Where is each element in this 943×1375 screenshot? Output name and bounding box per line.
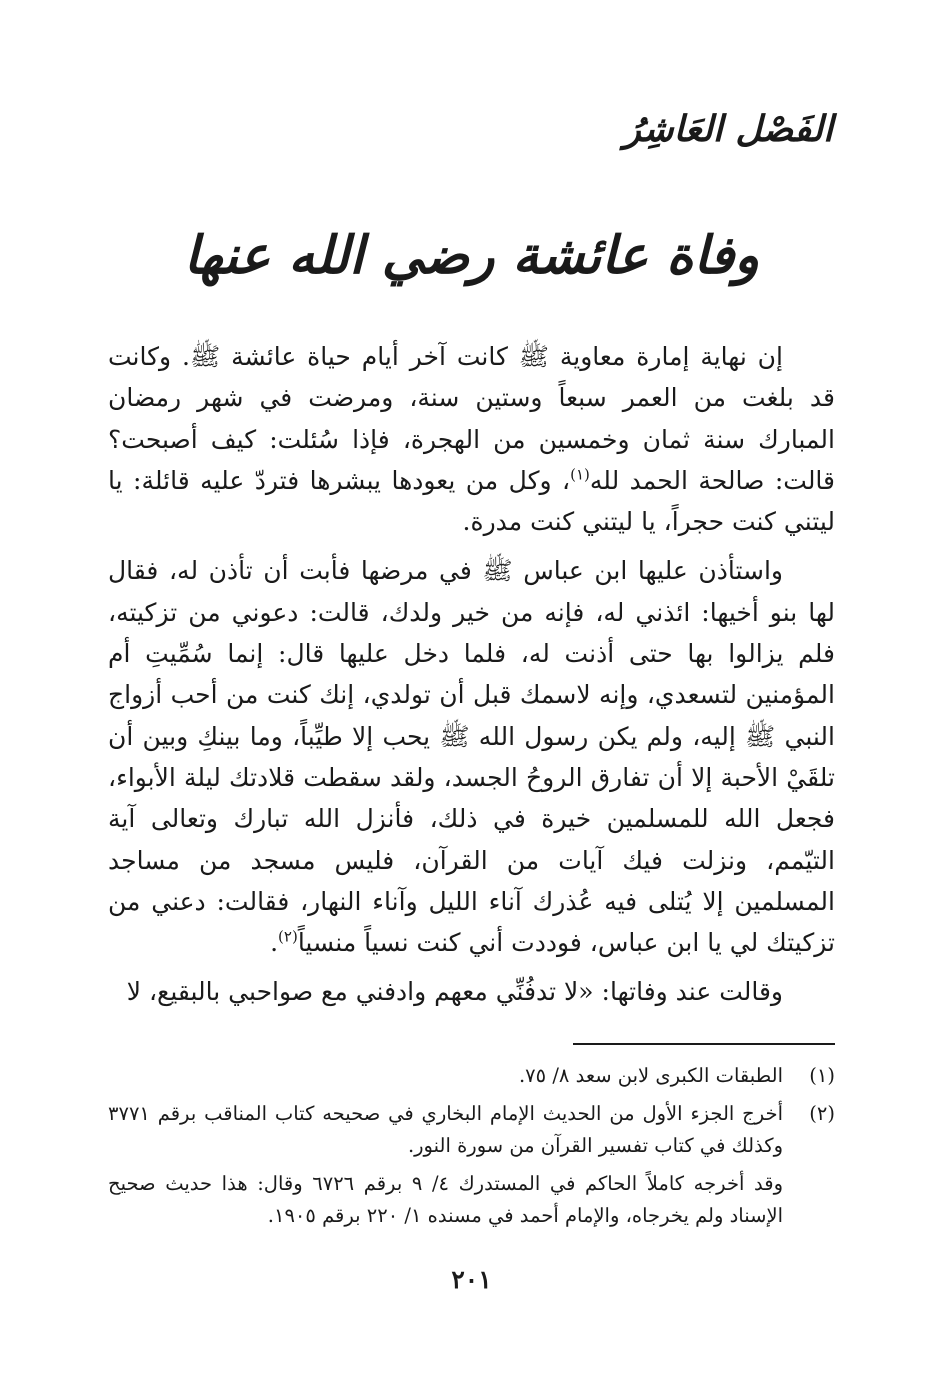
footnote-2-continuation: وقد أخرجه كاملاً الحاكم في المستدرك ٤/ ٩ برقم ٦٧٢٦ وقال: هذا حديث صحيح الإسناد ولم يخرجاه، والإمام أحمد في مسنده ١/ ٢٢٠ برقم ١٩٠٥. <box>108 1172 783 1227</box>
footnotes <box>108 1060 835 1232</box>
paragraph-1-text-a: إن نهاية إمارة معاوية ﷺ كانت آخر أيام حياة عائشة ﷺ. وكانت قد بلغت من العمر سبعاً وستين سنة، ومرضت في شهر رمضان المبارك سنة ثمان وخمسين من الهجرة، فإذا سُئلت: كيف أصبحت؟ قالت: صالحة الحمد لله <box>108 342 835 495</box>
paragraph-2 <box>108 550 835 963</box>
paragraph-1 <box>108 336 835 542</box>
footnote-number: (٢) <box>809 1102 835 1125</box>
footnote-ref-1: (١) <box>570 465 590 484</box>
footnote-number: (١) <box>809 1064 835 1087</box>
footnote-divider <box>573 1043 835 1045</box>
main-text <box>108 336 835 1021</box>
footnote-2 <box>108 1098 835 1162</box>
chapter-title: وفاة عائشة رضي الله عنها <box>183 225 760 286</box>
footnote-text: الطبقات الكبرى لابن سعد ٨/ ٧٥. <box>518 1064 783 1087</box>
paragraph-1-text-b: ، وكل من يعودها يبشرها فتردّ عليه قائلة: يا ليتني كنت حجراً، يا ليتني كنت مدرة. <box>108 465 835 537</box>
paragraph-2-text-b: . <box>270 928 279 958</box>
chapter-label: الفَصْل العَاشِرُ <box>623 108 833 150</box>
footnote-text: أخرج الجزء الأول من الحديث الإمام البخاري في صحيحه كتاب المناقب برقم ٣٧٧١ وكذلك في كتاب تفسير القرآن من سورة النور. <box>108 1102 783 1157</box>
paragraph-2-text-a: واستأذن عليها ابن عباس ﷺ في مرضها فأبت أن تأذن له، فقال لها بنو أخيها: ائذني له، فإنه من خير ولدك، قالت: دعوني من تزكيته، فلم يزالوا بها حتى أذنت له، فلما دخل عليها قال: إنما سُمِّيتِ أم المؤمنين لتسعدي، وإنه لاسمك قبل أن تولدي، إنك كنت من أحب أزواج النبي ﷺ إليه، ولم يكن رسول الله ﷺ يحب إلا طيِّباً، وما بينكِ وبين أن تلقَيْ الأحبة إلا أن تفارق الروحُ الجسد، ولقد سقطت قلادتك ليلة الأبواء، فجعل الله للمسلمين خيرة في ذلك، فأنزل الله تبارك وتعالى آية التيّمم، ونزلت فيك آيات من القرآن، فليس مسجد من مساجد المسلمين إلا يُتلى فيه عُذرك آناء الليل وآناء النهار، فقالت: دعني من تزكيتك لي يا ابن عباس، فوددت أني كنت نسياً منسياً <box>108 556 835 958</box>
page-number: ٢٠١ <box>451 1265 492 1294</box>
paragraph-3: وقالت عند وفاتها: «لا تدفُنِّي معهم وادفني مع صواحبي بالبقيع، لا <box>126 977 783 1007</box>
footnote-1 <box>108 1060 835 1092</box>
footnote-ref-2: (٢) <box>278 927 298 946</box>
